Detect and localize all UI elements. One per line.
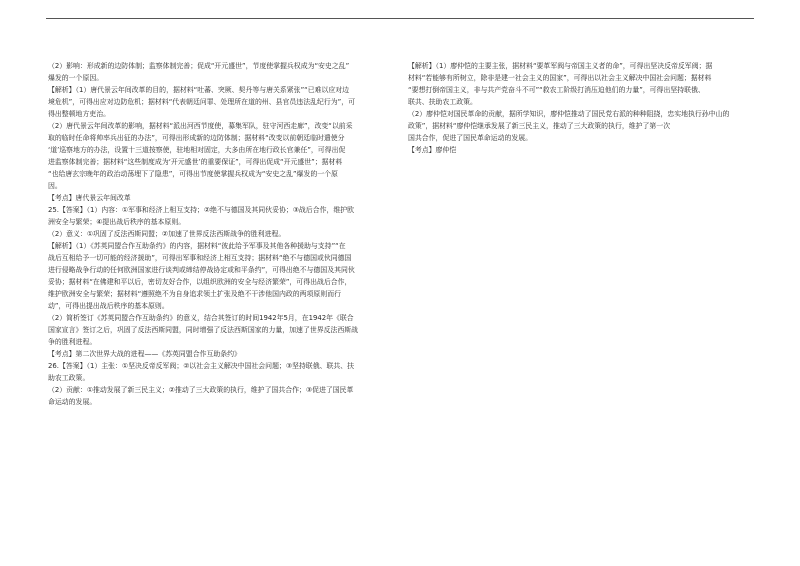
left-column (48, 60, 391, 408)
topic-line: 【考点】唐代景云年间改革 (48, 194, 131, 202)
topic-line: 【考点】廖仲恺 (408, 146, 457, 154)
text-line: （2）廖仲恺对国民革命的贡献，据所学知识，廖仲恺推动了国民党右派的种种阻挠，忠实地执行孙中山的 (408, 110, 730, 118)
text-line: 妥协；据材料“在佛建和平以后，密切友好合作，以组织欧洲的安全与经济繁荣”，可得出战后合作， (48, 278, 352, 286)
text-line: 进行侵略战争行动的任何欧洲国家进行谈判或缔结停战协定或和平条约”，可得出绝不与德国及其同伙 (48, 266, 355, 274)
text-line: 维护欧洲安全与繁荣；据材料“遵照绝不为自身追求领土扩张及绝不干涉他国内政的两项原则而行 (48, 290, 341, 298)
text-line: （2）意义：①巩固了反法西斯同盟；②加速了世界反法西斯战争的胜利进程。 (48, 230, 286, 238)
text-line: 助农工政策。 (48, 374, 90, 382)
text-line: ‘道’巡察地方的办法，设置十三道按察使，驻地相对固定，大多由所在地行政长官兼任”，可得出促 (48, 146, 346, 154)
text-line: 材料“若能够有所树立，除非是建一社会主义的国家”，可得出以社会主义解决中国社会问题；据材料 (408, 74, 712, 82)
text-line: 动”，可得出提出战后秩序的基本原则。 (48, 302, 169, 310)
text-line: 争的胜利进程。 (48, 338, 97, 346)
text-line: 因。 (48, 182, 62, 190)
text-line: 【解析】（1）《苏英同盟合作互助条约》的内容，据材料“彼此给予军事及其他各种援助与支持”“在 (48, 242, 346, 250)
answer-heading: 26.【答案】（1）主张：①坚决反帝反军阀；②以社会主义解决中国社会问题；③坚持联俄、联共、扶 (48, 362, 355, 370)
text-line: 战后互相给予一切可能的经济援助”，可得出军事和经济上相互支持；据材料“绝不与德国或伙同德国 (48, 254, 352, 262)
text-line: 【解析】（1）唐代景云年间改革的目的，据材料“吐蕃、突厥、契丹等与唐关系紧张”“已难以应对边 (48, 86, 350, 94)
text-line: “也给唐玄宗晚年的政治动荡埋下了隐患”，可得出节度使掌握兵权成为“安史之乱”爆发的一个原 (48, 170, 338, 178)
text-line: 国家宣言》签订之后，巩固了反法西斯同盟，同时增强了反法西斯国家的力量，加速了世界反法西斯战 (48, 326, 359, 334)
text-line: （2）唐代景云年间改革的影响，据材料“派出河西节度使，募集军队，驻守河西走廊”，改变“以前采 (48, 122, 353, 130)
text-line: 联共、扶助农工政策。 (408, 98, 477, 106)
text-line: 洲安全与繁荣；④提出战后秩序的基本原则。 (48, 218, 186, 226)
right-column (408, 60, 754, 156)
text-line: 【解析】（1）廖仲恺的主要主张，据材料“要革军阀与帝国主义者的命”，可得出坚决反帝反军阀；据 (408, 62, 713, 70)
text-line: 国共合作，促进了国民革命运动的发展。 (408, 134, 533, 142)
topic-line: 【考点】第二次世界大战的进程——《苏英同盟合作互助条约》 (48, 350, 241, 358)
text-line: 命运动的发展。 (48, 398, 97, 406)
answer-heading: 25.【答案】（1）内容：①军事和经济上相互支持；②绝不与德国及其同伙妥协；③战后合作，维护欧 (48, 206, 355, 214)
text-line: 政策”，据材料“廖仲恺继承发展了新三民主义，推动了三大政策的执行，维护了第一次 (408, 122, 671, 130)
text-line: 爆发的一个原因。 (48, 74, 104, 82)
text-line: （2）贡献：①推动发展了新三民主义；②推动了三大政策的执行，维护了国共合作；③促进了国民革 (48, 386, 354, 394)
text-line: （2）影响：形成新的边防体制；监察体制完善；促成“开元盛世”，节度使掌握兵权成为“安史之乱” (48, 62, 350, 70)
text-line: 境危机”，可得出应对边防危机；据材料“代表朝廷问罪、处理所在道的州、县官员违法乱纪行为”，可 (48, 98, 356, 106)
text-line: （2）简析签订《苏英同盟合作互助条约》的意义，结合其签订的时间1942年5月，在1942年《联合 (48, 314, 354, 322)
text-line: 得出整顿地方吏治。 (48, 110, 111, 118)
header-rule (46, 18, 754, 19)
text-line: 进监察体制完善；据材料“这些制度成为‘开元盛世’的重要保证”，可得出促成“开元盛世”；据材料 (48, 158, 343, 166)
text-line: 取的临时任命将帅率兵出征的办法”，可得出形成新的边防体制；据材料“改变以前朝廷临时遣使分 (48, 134, 345, 142)
text-line: “要想打倒帝国主义，非与共产党奋斗不可”“救农工阶级打消压迫他们的力量”，可得出坚持联俄、 (408, 86, 705, 94)
